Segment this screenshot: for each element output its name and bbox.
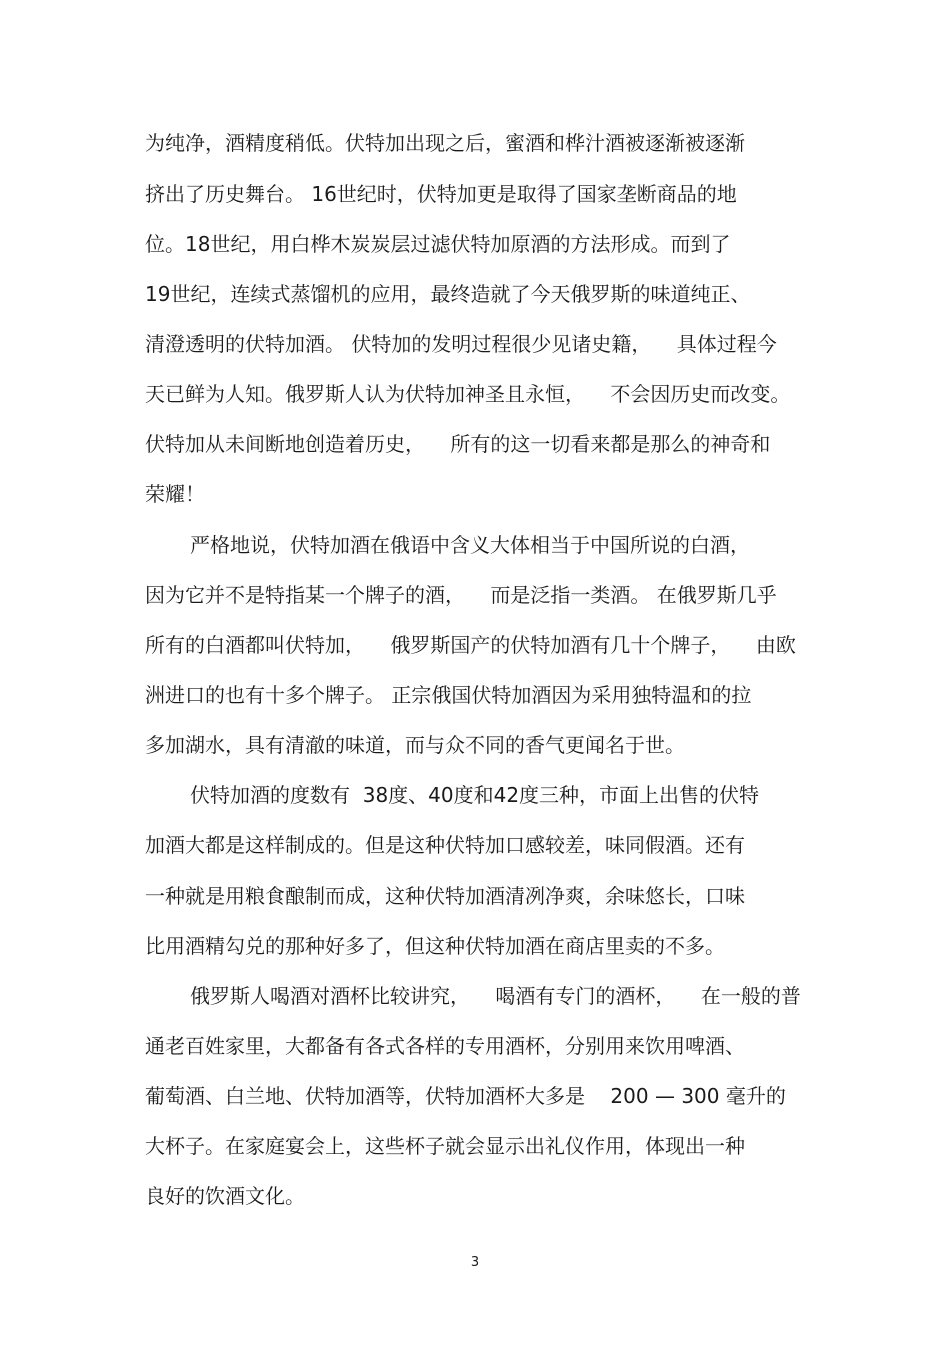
paragraph-2-line-1: 严格地说，伏特加酒在俄语中含义大体相当于中国所说的白酒，	[190, 533, 750, 557]
paragraph-3-line-3: 一种就是用粮食酿制而成，这种伏特加酒清冽净爽，余味悠长，口味	[145, 884, 745, 908]
paragraph-3-line-2: 加酒大都是这样制成的。但是这种伏特加口感较差，味同假酒。还有	[145, 833, 745, 857]
paragraph-2-line-5: 多加湖水，具有清澈的味道，而与众不同的香气更闻名于世。	[145, 733, 685, 757]
paragraph-1-line-4: 19世纪，连续式蒸馏机的应用，最终造就了今天俄罗斯的味道纯正、	[145, 282, 751, 306]
paragraph-3-line-4: 比用酒精勾兑的那种好多了，但这种伏特加酒在商店里卖的不多。	[145, 934, 725, 958]
paragraph-1-line-8: 荣耀！	[145, 482, 205, 506]
paragraph-4-line-2: 通老百姓家里，大都备有各式各样的专用酒杯，分别用来饮用啤酒、	[145, 1034, 745, 1058]
paragraph-4-line-5: 良好的饮酒文化。	[145, 1184, 305, 1208]
page-number: 3	[470, 1255, 480, 1270]
paragraph-1-line-2: 挤出了历史舞台。 16世纪时，伏特加更是取得了国家垄断商品的地	[145, 182, 737, 206]
paragraph-2-line-2: 因为它并不是特指某一个牌子的酒， 而是泛指一类酒。 在俄罗斯几乎	[145, 583, 777, 607]
paragraph-4-line-4: 大杯子。在家庭宴会上，这些杯子就会显示出礼仪作用，体现出一种	[145, 1134, 745, 1158]
paragraph-1-line-7: 伏特加从未间断地创造着历史， 所有的这一切看来都是那么的神奇和	[145, 432, 771, 456]
paragraph-1-line-6: 天已鲜为人知。俄罗斯人认为伏特加神圣且永恒， 不会因历史而改变。	[145, 382, 791, 406]
paragraph-2-line-4: 洲进口的也有十多个牌子。 正宗俄国伏特加酒因为采用独特温和的拉	[145, 683, 752, 707]
paragraph-3-line-1: 伏特加酒的度数有 38度、40度和42度三种，市面上出售的伏特	[190, 783, 760, 807]
paragraph-1-line-3: 位。18世纪，用白桦木炭炭层过滤伏特加原酒的方法形成。而到了	[145, 232, 731, 256]
paragraph-1-line-5: 清澄透明的伏特加酒。 伏特加的发明过程很少见诸史籍， 具体过程今	[145, 332, 777, 356]
paragraph-4-line-3: 葡萄酒、白兰地、伏特加酒等，伏特加酒杯大多是 200 — 300 毫升的	[145, 1084, 786, 1108]
paragraph-1-line-1: 为纯净，酒精度稍低。伏特加出现之后，蜜酒和桦汁酒被逐渐被逐渐	[145, 131, 745, 155]
paragraph-2-line-3: 所有的白酒都叫伏特加， 俄罗斯国产的伏特加酒有几十个牌子， 由欧	[145, 633, 796, 657]
paragraph-4-line-1: 俄罗斯人喝酒对酒杯比较讲究， 喝酒有专门的酒杯， 在一般的普	[190, 984, 801, 1008]
